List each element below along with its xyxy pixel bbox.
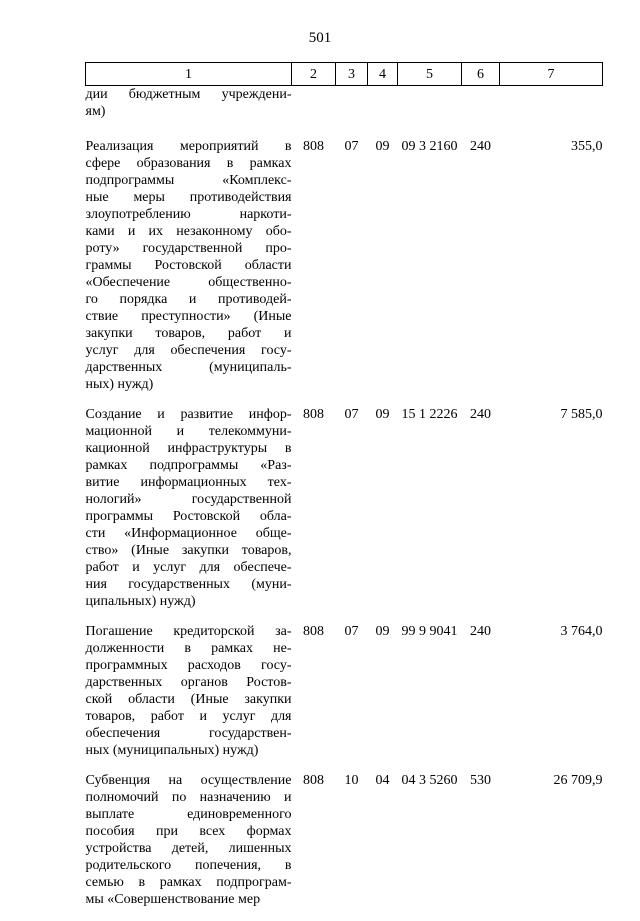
row-name-line: витие информационных тех- [86,474,292,491]
row-name-line: сфере образования в рамках [86,155,292,172]
row-name-line: кационной инфраструктуры в [86,440,292,457]
row-name-line: ных (муниципальных) нужд) [86,742,292,759]
row-name-line: пособия при всех формах [86,823,292,840]
header-col-3: 3 [336,63,368,86]
row-name-cell [86,772,292,921]
row-name-line: дарственных (муниципаль- [86,359,292,376]
row-name-line: устройства детей, лишенных [86,840,292,857]
table-row [86,86,603,139]
table-row [86,623,603,772]
row-cell-c4: 09 [368,623,398,772]
row-cell-c7: 355,0 [500,138,603,406]
row-name-line: Создание и развитие инфор- [86,406,292,423]
row-cell-c7: 3 764,0 [500,623,603,772]
header-col-6: 6 [462,63,500,86]
row-cell-c5: 09 3 2160 [398,138,462,406]
row-name-line: ской области (Иные закупки [86,691,292,708]
row-name-line: ния государственных (муни- [86,576,292,593]
row-name-line: мационной и телекоммуни- [86,423,292,440]
row-name-line: ствие преступности» (Иные [86,308,292,325]
header-col-4: 4 [368,63,398,86]
row-name-line: нологий» государственной [86,491,292,508]
row-name-line: программы Ростовской обла- [86,508,292,525]
row-name-cell [86,623,292,772]
row-name-line: услуг для обеспечения госу- [86,342,292,359]
row-cell-c4: 09 [368,138,398,406]
row-name-line: подпрограммы «Комплекс- [86,172,292,189]
page-number: 501 [0,29,640,47]
budget-table [85,62,603,921]
row-name-line: ципальных) нужд) [86,593,292,610]
row-name-line: выплате единовременного [86,806,292,823]
row-name-line: работ и услуг для обеспече- [86,559,292,576]
header-row [86,63,603,86]
row-name-line: ям) [86,103,292,120]
row-name-line: семью в рамках подпрограм- [86,874,292,891]
row-name-line: полномочий по назначению и [86,789,292,806]
row-name-line: мы «Совершенствование мер [86,891,292,908]
row-name-line: рамках подпрограммы «Раз- [86,457,292,474]
row-name-line: программных расходов госу- [86,657,292,674]
row-name-line: «Обеспечение общественно- [86,274,292,291]
row-cell-c4: 04 [368,772,398,921]
row-cell-c2: 808 [292,138,336,406]
row-cell-c2: 808 [292,623,336,772]
header-col-5: 5 [398,63,462,86]
row-cell-c5: 99 9 9041 [398,623,462,772]
row-name-line: ками и их незаконному обо- [86,223,292,240]
row-cell-c6: 240 [462,623,500,772]
row-cell-c7: 26 709,9 [500,772,603,921]
row-name-cell [86,406,292,623]
table-row [86,772,603,921]
row-name-line: долженности в рамках не- [86,640,292,657]
row-cell-c5: 04 3 5260 [398,772,462,921]
row-name-line: злоупотреблению наркоти- [86,206,292,223]
row-cell-c3: 07 [336,138,368,406]
row-name-line: Погашение кредиторской за- [86,623,292,640]
row-cell-c6: 240 [462,406,500,623]
row-name-line: обеспечения государствен- [86,725,292,742]
row-name-line: ные меры противодействия [86,189,292,206]
header-col-7: 7 [500,63,603,86]
row-name-cell [86,86,292,139]
row-cell-c5: 15 1 2226 [398,406,462,623]
row-cell-c3: 10 [336,772,368,921]
row-cell-c3: 07 [336,623,368,772]
table-row [86,138,603,406]
row-name-line: ство» (Иные закупки товаров, [86,542,292,559]
row-name-line: родительского попечения, в [86,857,292,874]
row-name-cell [86,138,292,406]
row-cell-c7 [500,86,603,139]
header-col-2: 2 [292,63,336,86]
row-cell-c3: 07 [336,406,368,623]
row-cell-c7: 7 585,0 [500,406,603,623]
row-cell-c2: 808 [292,772,336,921]
row-cell-c2 [292,86,336,139]
row-cell-c2: 808 [292,406,336,623]
row-name-line: роту» государственной про- [86,240,292,257]
table-row [86,406,603,623]
header-col-1: 1 [86,63,292,86]
row-name-line: дарственных органов Ростов- [86,674,292,691]
row-cell-c6 [462,86,500,139]
row-cell-c6: 530 [462,772,500,921]
row-name-line: Реализация мероприятий в [86,138,292,155]
row-name-line: сти «Информационное обще- [86,525,292,542]
table-body [86,86,603,921]
row-cell-c3 [336,86,368,139]
row-name-line: ных) нужд) [86,376,292,393]
row-cell-c6: 240 [462,138,500,406]
row-name-line: дии бюджетным учреждени- [86,86,292,103]
row-cell-c4 [368,86,398,139]
row-name-line: закупки товаров, работ и [86,325,292,342]
row-name-line: граммы Ростовской области [86,257,292,274]
row-cell-c5 [398,86,462,139]
row-name-line: го порядка и противодей- [86,291,292,308]
row-name-line: товаров, работ и услуг для [86,708,292,725]
row-cell-c4: 09 [368,406,398,623]
table-header [86,63,603,86]
row-name-line: Субвенция на осуществление [86,772,292,789]
